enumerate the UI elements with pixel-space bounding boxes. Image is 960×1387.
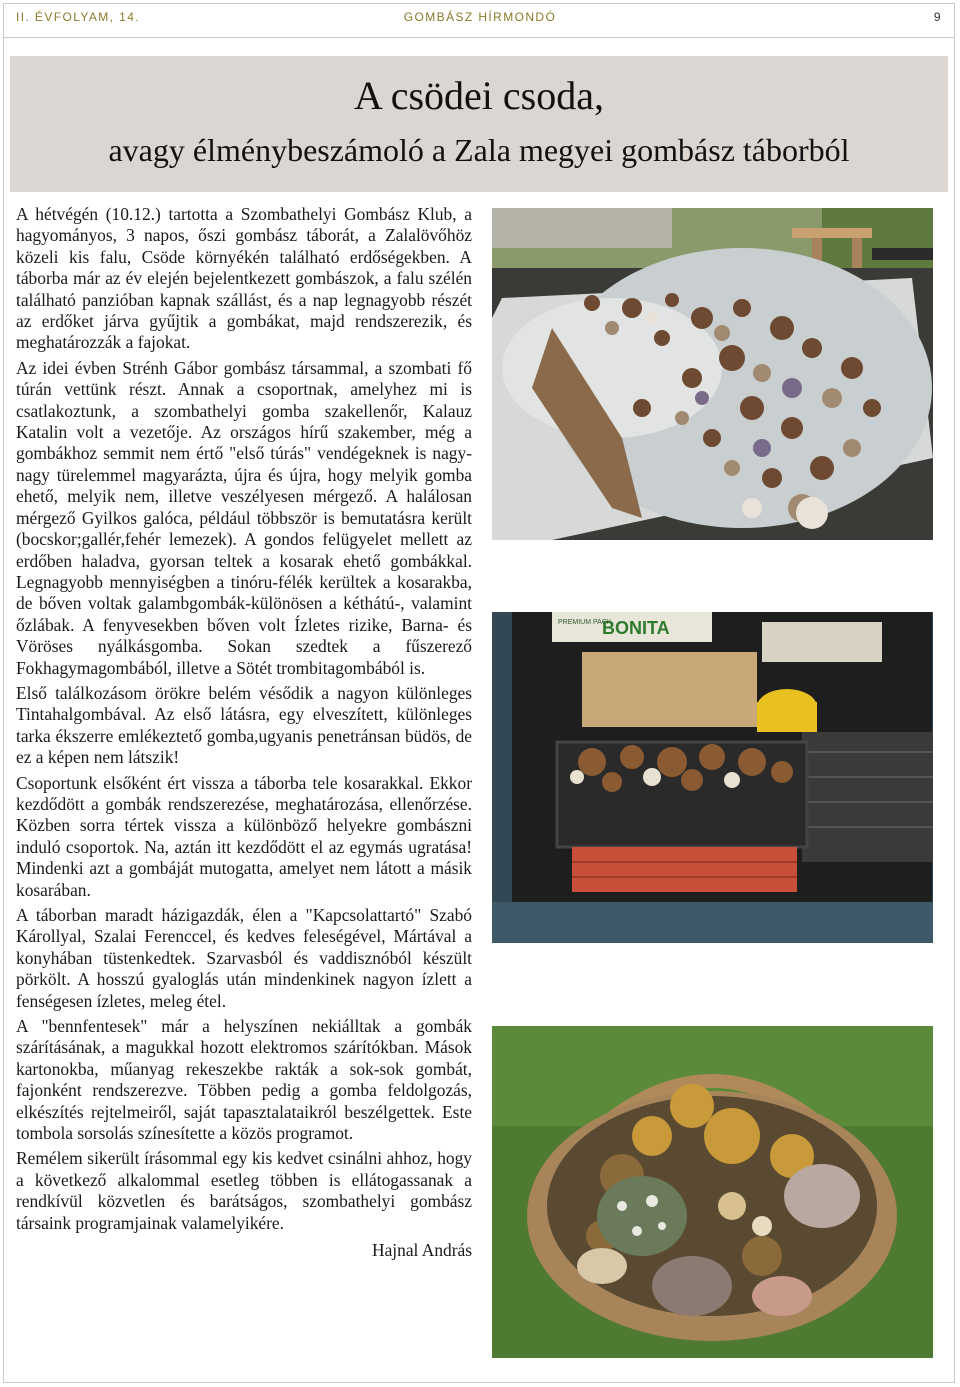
author-signature: Hajnal András (372, 1240, 472, 1261)
page-number: 9 (933, 10, 942, 24)
paragraph: A táborban maradt házigazdák, élen a "Kapcsolattartó" Szabó Károllyal, Szalai Ferenccel, és kedves feleségével, Mártával a konyhában tüstenkedtek. Szarvasból és vaddisznóból készült pörkölt. A hosszú gyaloglás után mindenkinek nagyon ízlett a fenségesen ízletes, meleg étel. (16, 905, 472, 1011)
mushroom-table-photo (492, 208, 933, 540)
box-brand-label: BONITA (602, 618, 670, 638)
title-box (10, 56, 948, 192)
article-body (16, 204, 472, 1266)
paragraph: Első találkozásom örökre belém vésődik a nagyon különleges Tintahalgombával. Az első látásra, egy elveszített, különleges tarka ékszerre emlékeztető gomba,ugyanis penetránsan büdös, de ez a képen nem látszik! (16, 682, 472, 768)
paragraph: Az idei évben Strénh Gábor gombász társammal, a szombati fő túrán vettünk részt. Annak a csoportnak, amelyhez mi is csatlakoztunk, a szombathelyi gomba szakellenőr, Kalauz Katalin volt a vezetője. Az országos hírű szakember, még a gombákhoz semmit nem értő "első túrás" vendégeknek is nagy-nagy türelemmel magyarázta, újra és újra, hogy melyik gomba ehető, melyik nem, illetve veszélyesen mérgező. A halálosan mérgező Gyilkos galóca, például többször is bemutatásra került (bocskor;gallér,fehér lemezek). A gondos felügyelet mellett az erdőben haladva, gyorsan teltek a kosarak ehető gombákkal. Legnagyobb mennyiségben a tinóru-félék kerültek a kosarakba, de bőven voltak galambgombák-különösen a kéthátú-, valamint őzlábak. A fenyvesekben bőven volt Ízletes rizike, Barna- és Vöröses nyálkásgomba. Sokan szedtek a fűszerező Fokhagymagombából, illetve a Sötét trombitagombából is. (16, 357, 472, 678)
paragraph: Csoportunk elsőként ért vissza a táborba tele kosarakkal. Ekkor kezdődött a gombák rendszerezése, meghatározása, ellenőrzése. Közben sorra tértek vissza a különböző helyekre gombászni induló csoportok. Na, aztán itt kezdődött el az egymás ugratása! Mindenki azt a gombáját mutogatta, amelyet nem látott a másik kosarában. (16, 772, 472, 900)
mushroom-basket-photo (492, 1026, 933, 1358)
box-sub-label: PREMIUM PACK (558, 619, 612, 626)
volume-issue: II. ÉVFOLYAM, 14. (16, 10, 141, 24)
publication-name: GOMBÁSZ HÍRMONDÓ (403, 10, 557, 24)
running-head (0, 10, 960, 26)
paragraph: Remélem sikerült írásommal egy kis kedvet csinálni ahhoz, hogy a következő alkalommal esetleg többen is ellátogassanak a rendkívül közvetlen és barátságos, szombathelyi gombász társaink programjainak valamelyikére. (16, 1148, 472, 1233)
car-boot-crates-photo (492, 612, 933, 943)
article-subtitle: avagy élménybeszámoló a Zala megyei gombász táborból (108, 132, 850, 168)
header-rule (3, 37, 955, 38)
paragraph: A hétvégén (10.12.) tartotta a Szombathelyi Gombász Klub, a hagyományos, 3 napos, őszi gombász táborát, a Zalalövőhöz közeli kis falu, Csöde környékén található erdőségekben. A táborba már az év elején bejelentkezett gombászok, a falu szélén található panzióban kapnak szállást, és a nap legnagyobb részét az erdőket járva gyűjtik a gombákat, majd rendszerezik, és meghatározzák a fajokat. (16, 204, 472, 353)
paragraph: A "bennfentesek" már a helyszínen nekiálltak a gombák szárításának, a magukkal hozott elektromos szárítókban. Mások kartonokba, műanyag rekeszekbe rakták a sok-sok gombát, fajonként rendszerezve. Többen pedig a gomba feldolgozás, elkészítés rejtelmeiről, saját tapasztalataikról beszélgettek. Este tombola sorsolás színesítette a közös programot. (16, 1016, 472, 1144)
article-title: A csödei csoda, (354, 73, 604, 118)
